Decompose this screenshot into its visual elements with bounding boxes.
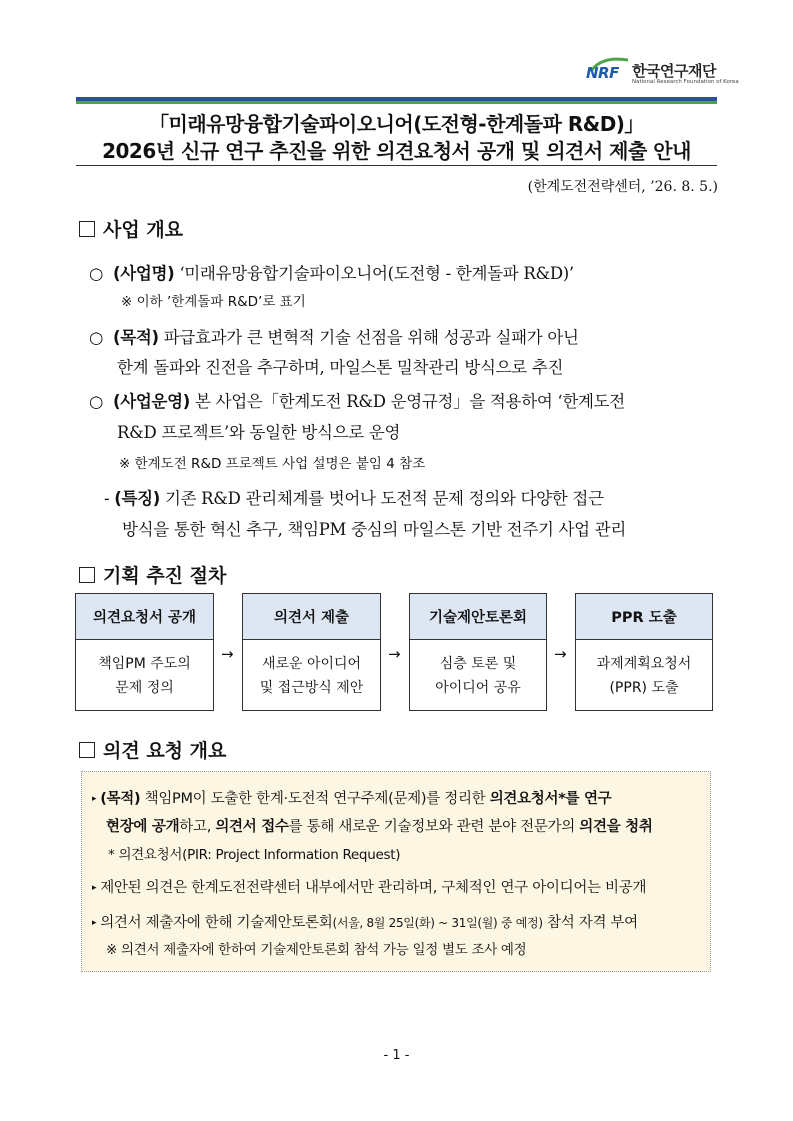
bullet-features-cont: 방식을 통한 혁신 추구, 책임PM 중심의 마일스톤 기반 전주기 사업 관리 — [122, 520, 627, 539]
step-title: 의견서 제출 — [243, 594, 380, 640]
step-desc: 새로운 아이디어 — [261, 656, 362, 672]
logo-mark: NRF — [586, 64, 619, 82]
circle-bullet-icon: ○ — [89, 264, 104, 283]
step-desc: 문제 정의 — [115, 680, 174, 696]
step-desc: 및 접근방식 제안 — [259, 680, 364, 696]
request-purpose-line-2: 현장에 공개하고, 의견서 접수를 통해 새로운 기술정보와 관련 분야 전문가의 의견을 청취 — [106, 819, 653, 835]
page-number: - 1 - — [383, 1048, 410, 1063]
title-line-2: 2026년 신규 연구 추진을 위한 의견요청서 공개 및 의견서 제출 안내 — [102, 139, 691, 163]
circle-bullet-icon: ○ — [89, 392, 104, 411]
checkbox-square-icon — [79, 221, 95, 237]
bullet-purpose-cont: 한계 돌파와 진전을 추구하며, 마일스톤 밀착관리 방식으로 추진 — [117, 358, 564, 377]
section-heading-procedure: 기획 추진 절차 — [79, 561, 226, 588]
bullet-purpose: ○ (목적) 파급효과가 큰 변혁적 기술 선점을 위해 성공과 실패가 아닌 — [89, 328, 579, 347]
org-name-en: National Research Foundation of Korea — [632, 79, 739, 85]
bullet-operation-cont: R&D 프로젝트’와 동일한 방식으로 운영 — [117, 423, 401, 442]
triangle-bullet-icon: ▸ — [92, 794, 97, 804]
document-date: (한계도전전략센터, ’26. 8. 5.) — [527, 179, 718, 195]
section-heading-overview: 사업 개요 — [79, 215, 183, 242]
arrow-right-icon: → — [554, 645, 567, 663]
request-summary-box — [81, 771, 711, 972]
request-schedule-note: ※ 의견서 제출자에 한하여 기술제안토론회 참석 가능 일정 별도 조사 예정 — [106, 942, 527, 958]
bullet-project-name: ○ (사업명) ‘미래유망융합기술파이오니어(도전형 - 한계돌파 R&D)’ — [89, 264, 574, 283]
process-step-2 — [242, 593, 381, 711]
step-desc: 과제계획요청서 — [596, 656, 692, 672]
step-desc: (PPR) 도출 — [609, 680, 679, 696]
process-step-1 — [75, 593, 214, 711]
note-abbreviation: ※ 이하 ’한계돌파 R&D’로 표기 — [121, 294, 306, 310]
note-appendix: ※ 한계도전 R&D 프로젝트 사업 설명은 붙임 4 참조 — [119, 456, 426, 472]
bullet-features: - (특징) 기존 R&D 관리체계를 벗어나 도전적 문제 정의와 다양한 접근 — [104, 489, 604, 508]
step-desc: 아이디어 공유 — [435, 680, 521, 696]
arrow-right-icon: → — [388, 645, 401, 663]
process-step-4 — [575, 593, 713, 711]
title-divider — [76, 165, 717, 166]
header-rule-green — [76, 101, 717, 104]
triangle-bullet-icon: ▸ — [92, 918, 97, 928]
request-confidentiality: ▸ 제안된 의견은 한계도전전략센터 내부에서만 관리하며, 구체적인 연구 아이디어는 비공개 — [92, 880, 647, 896]
title-line-1: 「미래유망융합기술파이오니어(도전형-한계돌파 R&D)」 — [149, 112, 644, 136]
step-desc: 심층 토론 및 — [439, 656, 517, 672]
org-name: 한국연구재단 — [632, 62, 716, 80]
request-eligibility: ▸ 의견서 제출자에 한해 기술제안토론회(서울, 8월 25일(화) ~ 31일(월) 중 예정) 참석 자격 부여 — [92, 915, 638, 931]
step-title: PPR 도출 — [576, 594, 712, 640]
triangle-bullet-icon: ▸ — [92, 883, 97, 893]
section-heading-request: 의견 요청 개요 — [79, 736, 226, 763]
step-title: 기술제안토론회 — [410, 594, 546, 640]
arrow-right-icon: → — [221, 645, 234, 663]
process-step-3 — [409, 593, 547, 711]
checkbox-square-icon — [79, 567, 95, 583]
step-desc: 책임PM 주도의 — [98, 656, 191, 672]
nrf-logo — [586, 58, 739, 90]
step-title: 의견요청서 공개 — [76, 594, 213, 640]
request-footnote: * 의견요청서(PIR: Project Information Request) — [108, 847, 401, 863]
circle-bullet-icon: ○ — [89, 328, 104, 347]
request-purpose-line-1: ▸ (목적) 책임PM이 도출한 한계·도전적 연구주제(문제)를 정리한 의견요청서*를 연구 — [92, 791, 612, 807]
checkbox-square-icon — [79, 742, 95, 758]
bullet-operation: ○ (사업운영) 본 사업은「한계도전 R&D 운영규정」을 적용하여 ‘한계도전 — [89, 392, 625, 411]
